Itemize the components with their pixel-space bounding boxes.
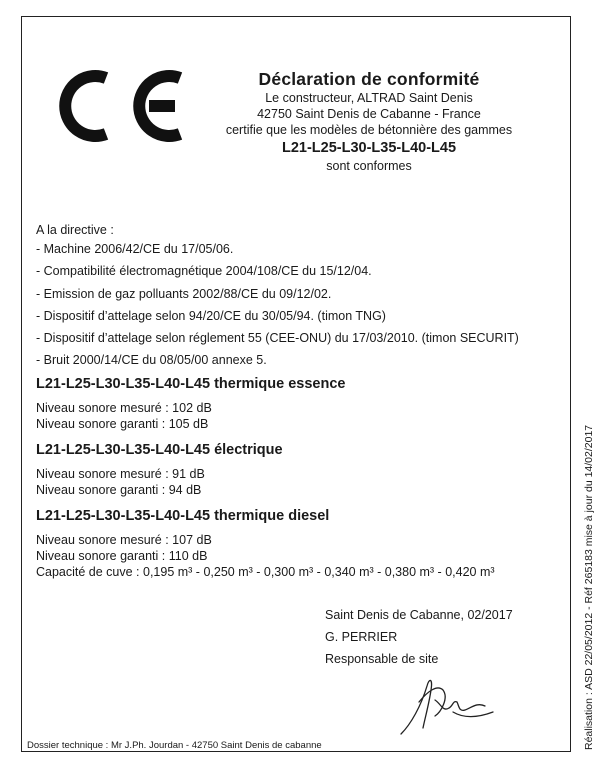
declaration-body: [36, 222, 566, 580]
tank-capacity: Capacité de cuve : 0,195 m³ - 0,250 m³ - 0,300 m³ - 0,340 m³ - 0,380 m³ - 0,420 m³: [36, 564, 495, 579]
model-heading-essence: L21-L25-L30-L35-L40-L45 thermique essence: [36, 375, 346, 392]
model-range: L21-L25-L30-L35-L40-L45: [281, 140, 457, 156]
signatory-name: G. PERRIER: [325, 630, 398, 644]
sound-measured: Niveau sonore mesuré : 91 dB: [36, 466, 205, 481]
directive-intro: A la directive :: [36, 223, 114, 237]
sound-measured: Niveau sonore mesuré : 102 dB: [36, 400, 212, 415]
sound-guaranteed: Niveau sonore garanti : 105 dB: [36, 416, 209, 431]
directive-item: - Dispositif d’attelage selon 94/20/CE du 30/05/94. (timon TNG): [36, 308, 386, 323]
manufacturer-line: Le constructeur, ALTRAD Saint Denis: [265, 91, 473, 105]
place-date: Saint Denis de Cabanne, 02/2017: [325, 608, 513, 622]
certify-line: certifie que les modèles de bétonnière des gammes: [225, 123, 513, 137]
conformity-line: sont conformes: [326, 159, 412, 173]
directive-item: - Emission de gaz polluants 2002/88/CE du 09/12/02.: [36, 286, 332, 301]
sound-measured: Niveau sonore mesuré : 107 dB: [36, 532, 212, 547]
sound-guaranteed: Niveau sonore garanti : 110 dB: [36, 548, 208, 563]
directive-list: [36, 238, 566, 372]
declaration-header: [210, 68, 528, 174]
directive-item: - Dispositif d’attelage selon réglement 55 (CEE-ONU) du 17/03/2010. (timon SECURIT): [36, 331, 519, 346]
side-reference-note: Réalisation : ASD 22/05/2012 - Réf 265183 mise à jour du 14/02/2017: [583, 424, 595, 750]
sound-guaranteed: Niveau sonore garanti : 94 dB: [36, 482, 202, 497]
signature-image: [393, 672, 503, 738]
model-heading-electrique: L21-L25-L30-L35-L40-L45 électrique: [36, 441, 283, 458]
directive-item: - Bruit 2000/14/CE du 08/05/00 annexe 5.: [36, 353, 267, 368]
signatory-block: [325, 604, 513, 670]
page-title: Déclaration de conformité: [258, 69, 480, 89]
signatory-role: Responsable de site: [325, 652, 439, 666]
ce-mark-logo: [48, 66, 198, 146]
directive-item: - Machine 2006/42/CE du 17/05/06.: [36, 242, 234, 256]
model-heading-diesel: L21-L25-L30-L35-L40-L45 thermique diesel: [36, 507, 330, 524]
technical-file-footer: Dossier technique : Mr J.Ph. Jourdan - 42750 Saint Denis de cabanne: [24, 740, 325, 751]
directive-item: - Compatibilité électromagnétique 2004/108/CE du 15/12/04.: [36, 264, 372, 279]
address-line: 42750 Saint Denis de Cabanne - France: [257, 107, 481, 121]
